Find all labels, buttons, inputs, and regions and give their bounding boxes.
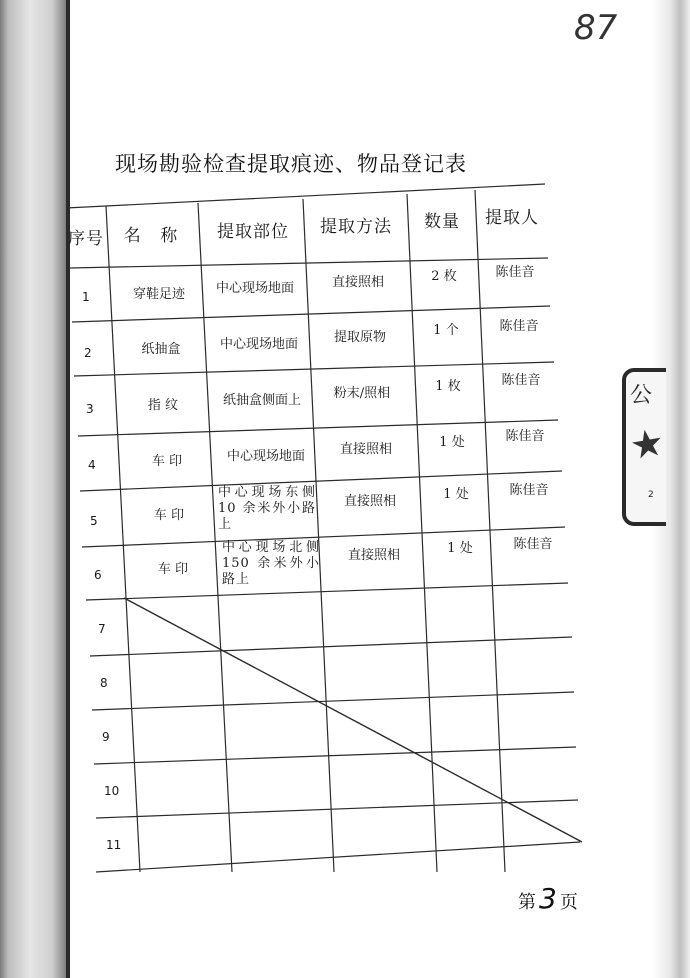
row-index: 1 <box>82 289 90 304</box>
footer-page-number: 3 <box>539 882 557 915</box>
cell-location: 纸抽盒侧面上 <box>222 392 301 408</box>
header-index: 序号 <box>68 229 104 250</box>
row-index: 4 <box>88 457 96 472</box>
cell-method: 直接照相 <box>339 441 392 457</box>
header-location: 提取部位 <box>217 222 289 243</box>
cell-collector: 陈佳音 <box>513 536 553 552</box>
cell-location: 中心现场地面 <box>226 448 305 464</box>
cell-collector: 陈佳音 <box>499 318 539 334</box>
cell-method: 直接照相 <box>343 493 396 509</box>
cell-collector: 陈佳音 <box>495 264 535 280</box>
row-index: 9 <box>102 729 110 744</box>
row-index: 7 <box>98 621 106 636</box>
cell-quantity: 1 枚 <box>435 378 461 394</box>
cell-name: 车 印 <box>151 453 183 469</box>
cell-location: 中心现场地面 <box>215 280 294 296</box>
cell-method: 直接照相 <box>331 274 384 290</box>
cell-method: 提取原物 <box>333 329 386 345</box>
handwritten-page-number: 87 <box>574 8 618 48</box>
cell-location: 中心现场北侧 150 余米外小路上 <box>222 539 320 588</box>
footer-prefix: 第 <box>518 892 536 913</box>
cell-collector: 陈佳音 <box>509 482 549 498</box>
seal-character: 公 <box>630 383 653 408</box>
seal-emblem-icon: ★ <box>626 419 668 469</box>
row-index: 6 <box>94 567 102 582</box>
row-index: 2 <box>84 345 92 360</box>
row-index: 11 <box>106 837 122 852</box>
footer-suffix: 页 <box>559 892 578 913</box>
cell-method: 粉末/照相 <box>333 385 391 401</box>
row-index: 8 <box>100 675 108 690</box>
cell-quantity: 1 处 <box>439 434 465 450</box>
page-footer <box>518 882 578 915</box>
cell-name: 车 印 <box>157 561 189 577</box>
header-method: 提取方法 <box>320 217 392 238</box>
row-index: 3 <box>86 401 94 416</box>
form-title: 现场勘验检查提取痕迹、物品登记表 <box>115 152 467 176</box>
cell-name: 指 纹 <box>147 397 179 413</box>
cell-quantity: 1 处 <box>443 486 469 502</box>
seal-number: 2 <box>648 490 654 500</box>
cell-name: 纸抽盒 <box>141 341 181 357</box>
header-quantity: 数量 <box>424 212 460 233</box>
cell-quantity: 1 个 <box>433 322 459 338</box>
cell-quantity: 1 处 <box>447 540 473 556</box>
header-collector: 提取人 <box>485 208 539 229</box>
cell-location: 中心现场地面 <box>219 336 298 352</box>
cell-name: 车 印 <box>153 507 185 523</box>
cell-quantity: 2 枚 <box>431 268 457 284</box>
cell-name: 穿鞋足迹 <box>132 286 185 302</box>
row-index: 10 <box>104 783 120 798</box>
cell-collector: 陈佳音 <box>501 372 541 388</box>
cell-collector: 陈佳音 <box>505 428 545 444</box>
cell-method: 直接照相 <box>347 547 400 563</box>
header-name: 名 称 <box>123 226 185 247</box>
cell-location: 中心现场东侧 10 余米外小路上 <box>218 484 316 533</box>
row-index: 5 <box>90 513 98 528</box>
